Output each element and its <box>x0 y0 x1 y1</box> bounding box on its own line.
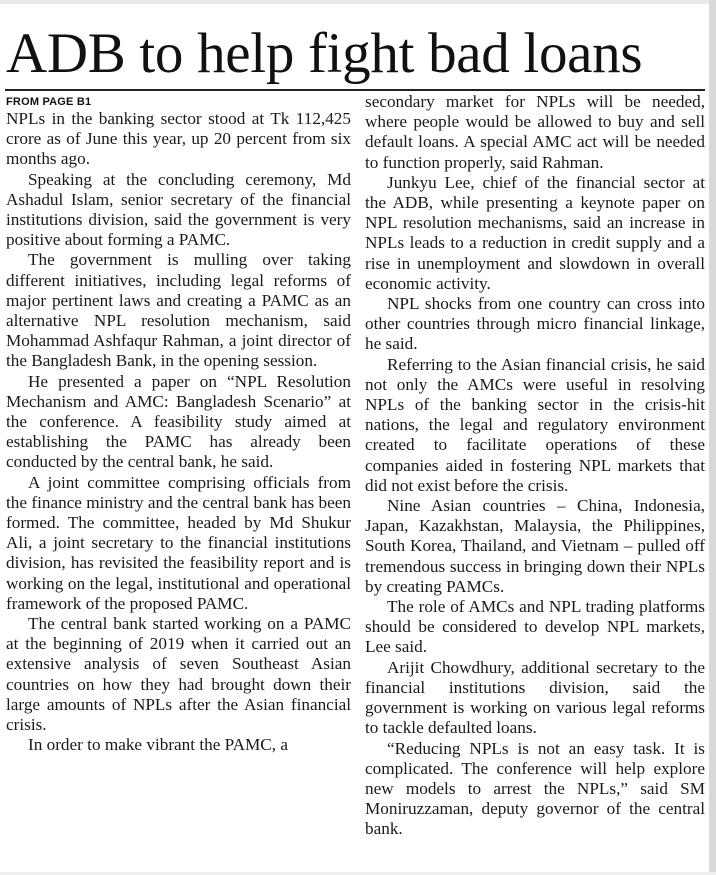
paragraph: “Reducing NPLs is not an easy task. It is complicated. The conference will help explore new models to arrest the NPLs,” said SM Moniruzzaman, deputy governor of the central bank. <box>365 738 705 839</box>
paragraph: Speaking at the concluding ceremony, Md Ashadul Islam, senior secretary of the financial institutions division, said the government is very positive about forming a PAMC. <box>6 169 351 250</box>
paragraph: NPLs in the banking sector stood at Tk 112,425 crore as of June this year, up 20 percent from six months ago. <box>6 109 351 169</box>
paragraph: The government is mulling over taking different initiatives, including legal reforms of major pertinent laws and creating a PAMC as an alternative NPL resolution mechanism, said Mohammad Ashfaqur Rahman, a joint director of the Bangladesh Bank, in the opening session. <box>6 250 351 371</box>
paragraph: Junkyu Lee, chief of the financial sector at the ADB, while presenting a keynote paper on NPL resolution mechanisms, said an increase in NPLs leads to a reduction in credit supply and a rise in unemployment and slowdown in overall economic activity. <box>365 172 705 293</box>
right-column <box>365 92 705 840</box>
top-border <box>0 0 716 4</box>
left-column <box>6 92 351 756</box>
paragraph: secondary market for NPLs will be needed, where people would be allowed to buy and sell default loans. A special AMC act will be needed to function properly, said Rahman. <box>365 92 705 172</box>
paragraph: Referring to the Asian financial crisis, he said not only the AMCs were useful in resolving NPLs of the banking sector in the crisis-hit nations, the legal and regulatory environment created to facilitate operations of these companies aided in fostering NPL markets that did not exist before the crisis. <box>365 354 705 495</box>
paragraph: A joint committee comprising officials from the finance ministry and the central bank has been formed. The committee, headed by Md Shukur Ali, a joint secretary to the financial institutions division, has revisited the feasibility report and is working on the legal, institutional and operational framework of the proposed PAMC. <box>6 472 351 613</box>
paragraph: Nine Asian countries – China, Indonesia, Japan, Kazakhstan, Malaysia, the Philippines, South Korea, Thailand, and Vietnam – pulled off tremendous success in bringing down their NPLs by creating PAMCs. <box>365 496 705 596</box>
headline: ADB to help fight bad loans <box>6 22 643 85</box>
paragraph: NPL shocks from one country can cross into other countries through micro financial linkage, he said. <box>365 294 705 354</box>
paragraph: Arijit Chowdhury, additional secretary to the financial institutions division, said the government is working on various legal reforms to tackle defaulted loans. <box>365 657 705 738</box>
paragraph: He presented a paper on “NPL Resolution Mechanism and AMC: Bangladesh Scenario” at the conference. A feasibility study aimed at establishing the PAMC has already been conducted by the central bank, he said. <box>6 371 351 472</box>
headline-rule <box>5 89 705 91</box>
paragraph: The central bank started working on a PAMC at the beginning of 2019 when it carried out an extensive analysis of seven Southeast Asian countries on how they had brought down their large amounts of NPLs after the Asian financial crisis. <box>6 614 351 735</box>
paragraph: The role of AMCs and NPL trading platforms should be considered to develop NPL markets, Lee said. <box>365 597 705 657</box>
page-edge-rule <box>709 0 716 875</box>
continuation-kicker: FROM PAGE B1 <box>6 96 92 108</box>
paragraph: In order to make vibrant the PAMC, a <box>28 735 288 755</box>
